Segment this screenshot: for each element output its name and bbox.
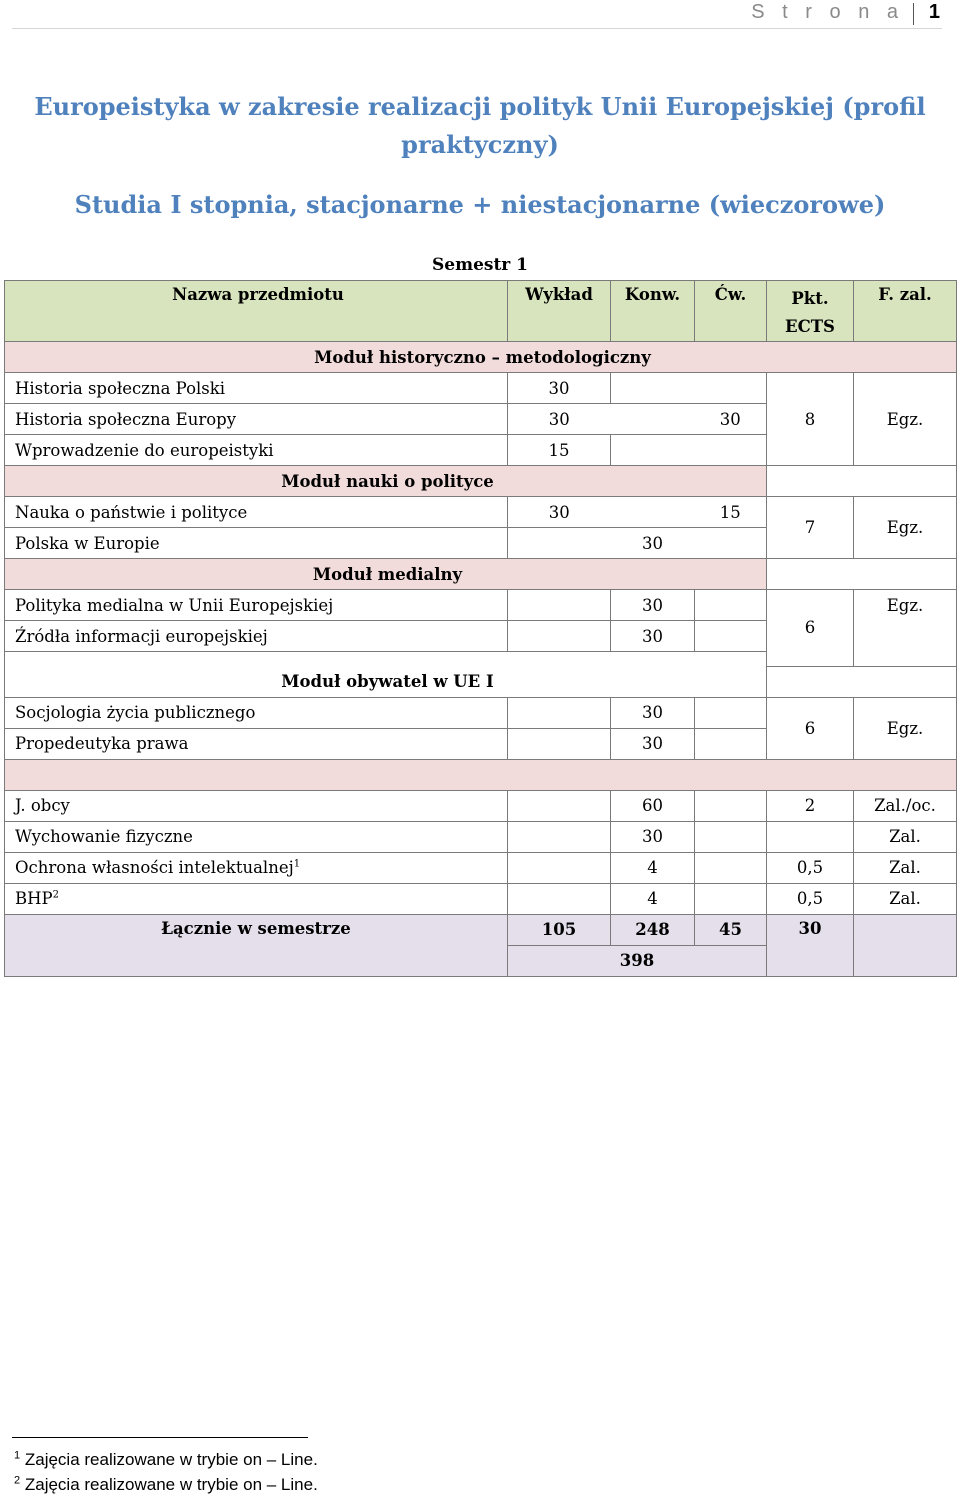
- spacer-cell: [5, 652, 767, 667]
- conv-hours: 30: [611, 621, 695, 652]
- subject-name: Propedeutyka prawa: [5, 728, 508, 759]
- semester-heading: Semestr 1: [431, 255, 529, 275]
- totals-form: [854, 914, 957, 976]
- conv-hours: 30: [611, 697, 695, 728]
- header-separator: [913, 3, 914, 25]
- footnote-text: Zajęcia realizowane w trybie on – Line.: [24, 1475, 318, 1494]
- totals-ects: 30: [798, 918, 822, 938]
- conv-hours: 4: [611, 883, 695, 914]
- conv-exercise-hours: [611, 435, 767, 466]
- subject-name: BHP: [15, 889, 53, 908]
- subject-name: Historia społeczna Europy: [5, 404, 508, 435]
- footnote-2: [14, 1475, 318, 1495]
- title-line-2: praktyczny): [401, 130, 559, 159]
- totals-label-cell: [5, 914, 508, 976]
- separator-row: [5, 759, 957, 790]
- subject-name: J. obcy: [5, 790, 508, 821]
- exercise-hours: [695, 821, 767, 852]
- table-row: [5, 373, 957, 404]
- table-header-row: [5, 281, 957, 342]
- header-conv: Konw.: [611, 281, 695, 342]
- page-header: [0, 0, 960, 30]
- module-form-cont: [854, 621, 957, 667]
- title-line-1: Europeistyka w zakresie realizacji polityk Unii Europejskiej (profil: [34, 92, 926, 121]
- subject-name: Źródła informacji europejskiej: [5, 621, 508, 652]
- module-form: Egz.: [854, 590, 957, 621]
- exercise-hours: 15: [695, 497, 767, 528]
- footnote-number: 1: [14, 1449, 21, 1462]
- subject-name-cell: [5, 852, 508, 883]
- module-title: Moduł medialny: [5, 559, 767, 590]
- document-subtitle: Studia I stopnia, stacjonarne + niestacjonarne (wieczorowe): [74, 190, 886, 219]
- document-title: [0, 88, 960, 164]
- lecture-hours: 30: [508, 373, 611, 404]
- conv-hours: [611, 497, 695, 528]
- form-of-credit: Zal.: [854, 821, 957, 852]
- lecture-hours: 30: [508, 404, 611, 435]
- form-of-credit: Zal.: [854, 852, 957, 883]
- exercise-hours: [695, 728, 767, 759]
- exercise-hours: [695, 883, 767, 914]
- lecture-hours: [508, 621, 611, 652]
- subject-name: Historia społeczna Polski: [5, 373, 508, 404]
- form-of-credit: Zal./oc.: [854, 790, 957, 821]
- lecture-hours: 30: [508, 497, 611, 528]
- ects-points: 0,5: [767, 852, 854, 883]
- subject-name: Wprowadzenie do europeistyki: [5, 435, 508, 466]
- header-lecture: Wykład: [508, 281, 611, 342]
- conv-hours: 30: [611, 590, 695, 621]
- lecture-hours: [508, 697, 611, 728]
- module-ects: 8: [767, 373, 854, 466]
- conv-hours: 30: [611, 728, 695, 759]
- conv-hours: 30: [611, 528, 695, 559]
- ects-points: 2: [767, 790, 854, 821]
- module-row: [5, 559, 957, 590]
- footnote-ref: 1: [293, 858, 301, 870]
- lecture-hours: [508, 790, 611, 821]
- exercise-hours: [695, 790, 767, 821]
- conv-hours: [611, 404, 695, 435]
- page-number: 1: [928, 1, 940, 23]
- conv-exercise-hours: [611, 373, 767, 404]
- table-row: [5, 821, 957, 852]
- footnote-separator: [12, 1437, 308, 1438]
- lecture-hours: [508, 728, 611, 759]
- exercise-hours: [695, 852, 767, 883]
- module-form: Egz.: [854, 497, 957, 559]
- exercise-hours: [695, 697, 767, 728]
- totals-label: Łącznie w semestrze: [161, 918, 351, 938]
- form-of-credit: Zal.: [854, 883, 957, 914]
- separator-cell: [5, 759, 957, 790]
- table-row: [5, 590, 957, 621]
- table-row: [5, 883, 957, 914]
- ects-points: [767, 821, 854, 852]
- header-ects-line2: ECTS: [785, 317, 835, 336]
- table-row: [5, 497, 957, 528]
- subject-name: Polska w Europie: [5, 528, 508, 559]
- footnote-text: Zajęcia realizowane w trybie on – Line.: [24, 1450, 318, 1469]
- subject-name: Socjologia życia publicznego: [5, 697, 508, 728]
- module-title-filler: [767, 559, 957, 590]
- module-ects: 6: [767, 697, 854, 759]
- subject-name-cell: [5, 883, 508, 914]
- header-ects: [767, 281, 854, 342]
- conv-hours: 30: [611, 821, 695, 852]
- lecture-hours: [508, 821, 611, 852]
- totals-exercise: 45: [695, 914, 767, 945]
- module-form: Egz.: [854, 373, 957, 466]
- module-title-filler: [767, 666, 957, 697]
- totals-ects-cell: [767, 914, 854, 976]
- module-title-filler: [767, 466, 957, 497]
- lecture-hours: [508, 883, 611, 914]
- exercise-hours: [695, 621, 767, 652]
- header-name: Nazwa przedmiotu: [5, 281, 508, 342]
- exercise-hours: [695, 590, 767, 621]
- module-ects: 6: [767, 590, 854, 667]
- subject-name: Polityka medialna w Unii Europejskiej: [5, 590, 508, 621]
- module-row: [5, 466, 957, 497]
- totals-lecture: 105: [508, 914, 611, 945]
- header-rule: [12, 28, 942, 29]
- module-form: Egz.: [854, 697, 957, 759]
- page-label: S t r o n a: [751, 1, 904, 23]
- module-ects: 7: [767, 497, 854, 559]
- subject-name: Nauka o państwie i polityce: [5, 497, 508, 528]
- exercise-hours: [695, 528, 767, 559]
- conv-hours: 4: [611, 852, 695, 883]
- header-form: F. zal.: [854, 281, 957, 342]
- study-program-table: [4, 280, 957, 977]
- table-row: [5, 852, 957, 883]
- lecture-hours: [508, 590, 611, 621]
- table-row: [5, 790, 957, 821]
- ects-points: 0,5: [767, 883, 854, 914]
- module-row: [5, 666, 957, 697]
- module-title: Moduł historyczno – metodologiczny: [5, 342, 957, 373]
- exercise-hours: 30: [695, 404, 767, 435]
- header-exercise: Ćw.: [695, 281, 767, 342]
- table-row: [5, 697, 957, 728]
- module-row: [5, 342, 957, 373]
- lecture-hours: [508, 528, 611, 559]
- module-title: Moduł obywatel w UE I: [5, 666, 767, 697]
- lecture-hours: [508, 852, 611, 883]
- totals-hours: 398: [508, 945, 767, 976]
- lecture-hours: 15: [508, 435, 611, 466]
- footnote-number: 2: [14, 1474, 21, 1487]
- module-title: Moduł nauki o polityce: [5, 466, 767, 497]
- totals-conv: 248: [611, 914, 695, 945]
- totals-row: [5, 914, 957, 945]
- subject-name: Wychowanie fizyczne: [5, 821, 508, 852]
- footnote-ref: 2: [52, 889, 59, 901]
- subject-name: Ochrona własności intelektualnej: [15, 858, 294, 877]
- conv-hours: 60: [611, 790, 695, 821]
- header-ects-line1: Pkt.: [791, 289, 829, 308]
- footnote-1: [14, 1450, 318, 1470]
